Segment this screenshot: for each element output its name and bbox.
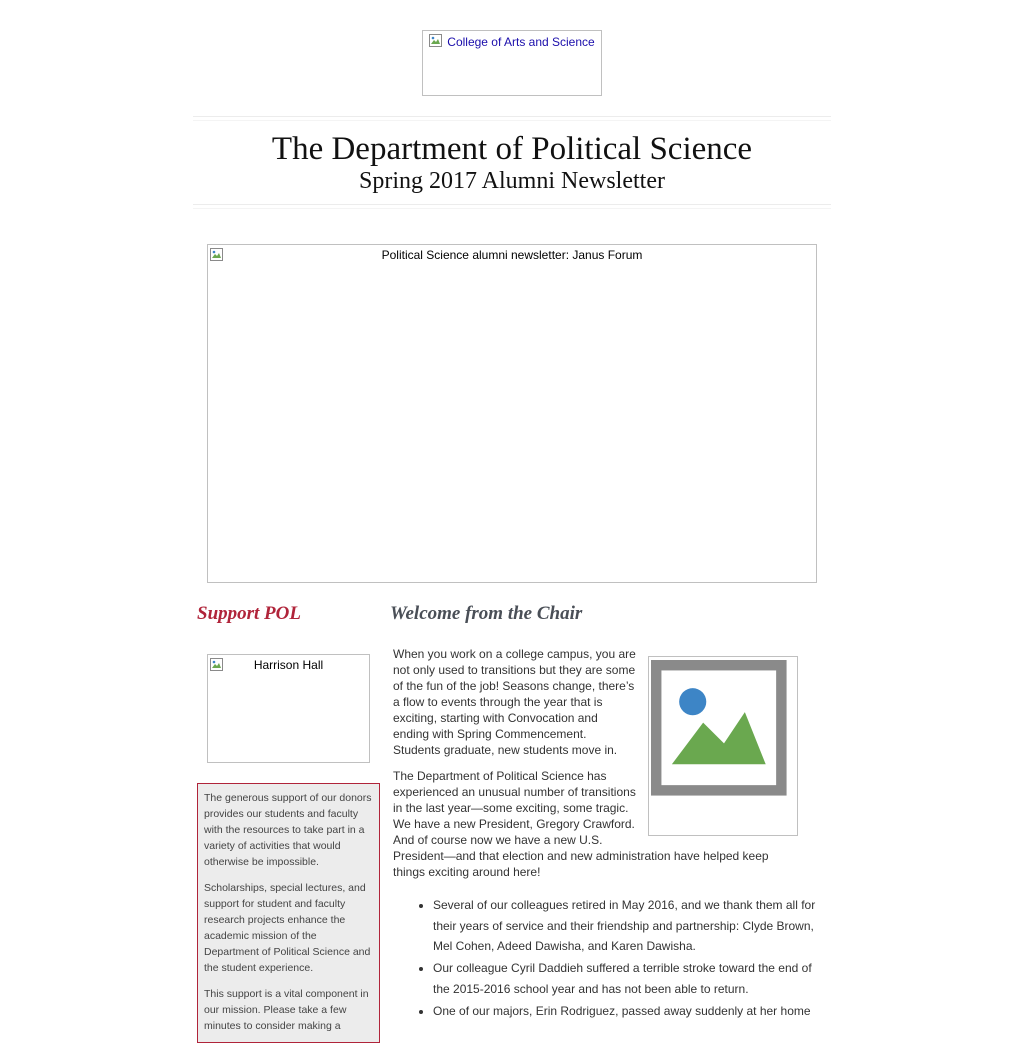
transitions-list (393, 895, 825, 1023)
welcome-paragraph: When you work on a college campus, you are not only used to transitions but they are some of the fun of the job! Seasons change, there’s a flow to events through the year that is exciting, starting with Convocation and ending with Spring Commencement. Students graduate, new students move in. (393, 647, 636, 757)
header-bottom-rule-2 (193, 208, 831, 209)
header-top-rule-2 (193, 120, 831, 121)
college-logo-link[interactable] (422, 30, 602, 96)
college-logo-alt: College of Arts and Science (447, 35, 595, 49)
donor-paragraph: Scholarships, special lectures, and support for student and faculty research projects enhance the academic mission of the Department of Political Science and the student experience. (204, 882, 371, 974)
welcome-body (393, 646, 798, 890)
hero-image (207, 244, 817, 583)
header-top-rule (193, 116, 831, 117)
donor-paragraph: The generous support of our donors provides our students and faculty with the resources to take part in a variety of activities that would otherwise be impossible. (204, 792, 372, 868)
list-item: • Our colleague Cyril Daddieh suffered a terrible stroke toward the end of the 2015-2016 school year and has not been able to return. (433, 958, 825, 999)
harrison-hall-image (207, 654, 370, 763)
hero-image-alt: Political Science alumni newsletter: Janus Forum (381, 248, 643, 262)
broken-image-icon (651, 660, 797, 806)
header-bottom-rule (193, 204, 831, 205)
page-title: The Department of Political Science (271, 131, 753, 167)
harrison-hall-alt: Harrison Hall (253, 658, 324, 672)
broken-image-icon (429, 34, 443, 48)
donor-support-box (197, 783, 380, 1043)
page-subtitle: Spring 2017 Alumni Newsletter (359, 168, 665, 194)
welcome-heading: Welcome from the Chair (390, 603, 583, 624)
list-item: • Several of our colleagues retired in May 2016, and we thank them all for their years of service and their friendship and partnership: Clyde Brown, Mel Cohen, Adeed Dawisha, and Karen Dawisha. (433, 895, 825, 957)
welcome-paragraph: The Department of Political Science has experienced an unusual number of transitions in the last year—some exciting, some tragic. We have a new President, Gregory Crawford. And of course now we have a new U.S. President—and that election and new administration have helped keep things exciting around here! (393, 769, 769, 879)
chair-photo (648, 656, 798, 836)
support-heading: Support POL (197, 603, 301, 624)
donor-paragraph: This support is a vital component in our mission. Please take a few minutes to consider making a (204, 988, 369, 1032)
list-item: • One of our majors, Erin Rodriguez, passed away suddenly at her home (433, 1001, 825, 1022)
